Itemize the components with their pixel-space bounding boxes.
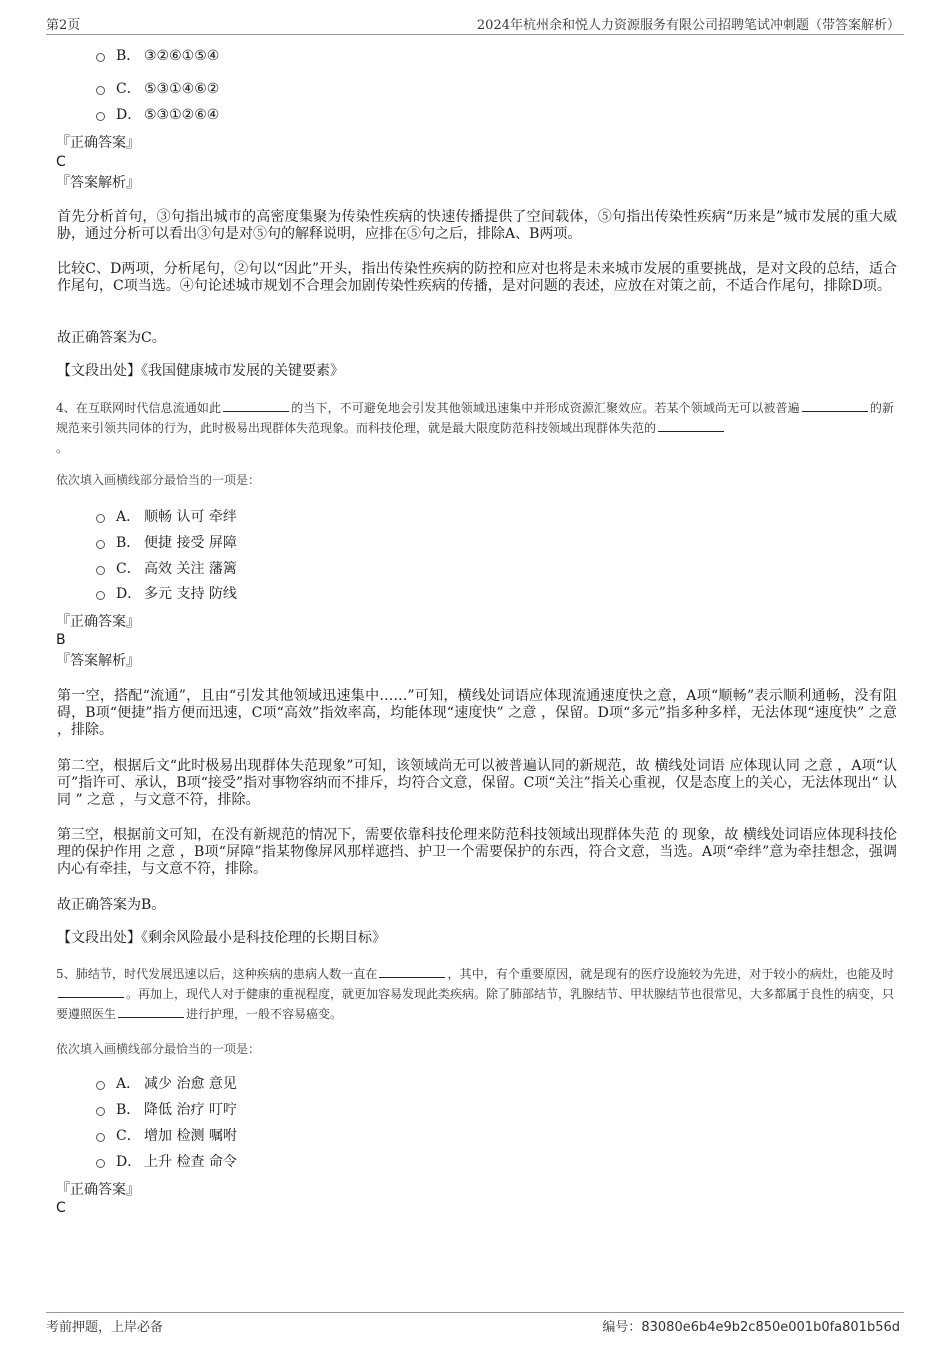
q4-instruction: 依次填入画横线部分最恰当的一项是： [56, 473, 261, 487]
page-footer [46, 1312, 904, 1335]
blank-line [658, 419, 724, 432]
blank-line [118, 1005, 184, 1018]
q5-answer-label: 『正确答案』 [56, 1182, 140, 1198]
radio-icon[interactable] [96, 1107, 105, 1116]
q4-analysis-para-2: 第二空，根据后文“此时极易出现群体失范现象”可知，该领域尚无可以被普遍认同的新规范，故 横线处词语 应体现认同 之意 ，A项“认可”指许可、承认，B项“接受”指对事物容纳而不排斥，均符合文意，保留。C项“关注”指关心重视，仅是态度上的关心，无法体现出“ 认同 ” 之意 ，与文意不符，排除。 [57, 758, 897, 808]
q4-stem: 4、在互联网时代信息流通如此 的当下，不可避免地会引发其他领域迅速集中并形成资源汇聚效应。若某个领域尚无可以被普遍 的新规范来引领共同体的行为，此时极易出现群体失范现象。而科技伦理，就是最大限度防范科技领域出现群体失范的 。 [56, 401, 894, 455]
radio-icon[interactable] [96, 566, 105, 575]
radio-icon[interactable] [96, 514, 105, 523]
q3-answer-label: 『正确答案』 [56, 135, 140, 151]
blank-line [223, 399, 289, 412]
q4-analysis-para-4: 故正确答案为B。 [57, 897, 166, 913]
q4-analysis-label: 『答案解析』 [56, 653, 140, 669]
radio-icon[interactable] [96, 1133, 105, 1142]
q4-answer: B [56, 632, 66, 648]
q3-analysis-label: 『答案解析』 [56, 175, 140, 191]
q3-analysis-para-3: 故正确答案为C。 [57, 330, 166, 346]
q3-analysis-para-1: 首先分析首句，③句指出城市的高密度集聚为传染性疾病的快速传播提供了空间载体，⑤句指出传染性疾病“历来是”城市发展的重大威胁，通过分析可以看出③句是对⑤句的解释说明，应排在⑤句之后，排除A、B两项。 [57, 209, 897, 242]
radio-icon[interactable] [96, 591, 105, 600]
blank-line [802, 399, 868, 412]
document-title: 2024年杭州余和悦人力资源服务有限公司招聘笔试冲刺题（带答案解析） [476, 18, 900, 33]
document-code: 编号：83080e6b4e9b2c850e001b0fa801b56d [602, 1320, 900, 1335]
q3-source: 【文段出处】《我国健康城市发展的关键要素》 [57, 363, 344, 379]
page-number: 第2页 [46, 18, 81, 33]
q5-answer: C [56, 1200, 66, 1216]
page-header [46, 14, 904, 35]
radio-icon[interactable] [96, 53, 105, 62]
q4-analysis-para-3: 第三空，根据前文可知，在没有新规范的情况下，需要依靠科技伦理来防范科技领域出现群体失范 的 现象，故 横线处词语应体现科技伦理的保护作用 之意 ，B项“屏障”指某物像屏风那样遮挡、护卫一个需要保护的东西，符合文意，当选。A项“牵绊”意为牵挂想念，强调内心有牵挂，与文意不符，排除。 [57, 827, 897, 877]
blank-line [58, 985, 124, 998]
q3-analysis-para-2: 比较C、D两项，分析尾句，②句以“因此”开头，指出传染性疾病的防控和应对也将是未来城市发展的重要挑战，是对文段的总结，适合作尾句，C项当选。④句论述城市规划不合理会加剧传染性疾病的传播，是对问题的表述，应放在对策之前，不适合作尾句，排除D项。 [57, 261, 897, 294]
radio-icon[interactable] [96, 112, 105, 121]
radio-icon[interactable] [96, 540, 105, 549]
q5-instruction: 依次填入画横线部分最恰当的一项是： [56, 1042, 261, 1056]
document-page: 第2页 2024年杭州余和悦人力资源服务有限公司招聘笔试冲刺题（带答案解析） B． ③②⑥①⑤④ C． ⑤③①④⑥② D． ⑤③①②⑥④ 『正确答案』 C 『答案解析』 首先分析首句，③句指出城市的高密度集聚为传染性疾病的快速传播提供了空间载体，⑤句指出传染性疾病“历来是”城市发展的重大威胁，通过分析可以看出③句是对⑤句的解释说明，应排在⑤句之后，排除A、B两项。 比较C、D两项，分析尾句，②句以“因此”开头，指出传染性疾病的防控和应对也将是未来城市发展的重要挑战，是对文段的总结，适合作尾句，C项当选。④句论述城市规划不合理会加剧传染性疾病的传播，是对问题的表述，应放在对策之前，不适合作尾句，排除D项。 故正确答案为C。 【文段出处】《我国健康城市发展的关键要素》 4、在互联网时代信息流通如此 的当下，不可避免地会引发其他领域迅速集中并形成资源汇聚效应。若某个领域尚无可以被普遍 的新规范来引领共同体的行为，此时极易出现群体失范现象。而科技伦理，就是最大限度防范科技领域出现群体失范的 。 依次填入画横线部分最恰当的一项是： A． 顺畅 认可 牵绊 B． 便捷 接受 屏障 C． 高效 关注 藩篱 D． 多元 支持 防线 『正确答案』 B 『答案解析』 第一空，搭配“流通”，且由“引发其他领域迅速集中……”可知，横线处词语应体现流通速度快之意，A项“顺畅”表示顺利通畅，没有阻碍，B项“便捷”指方便而迅速，C项“高效”指效率高，均能体现“速度快” 之意 ，保留。D项“多元”指多种多样，无法体现“速度快” 之意 ，排除。 第二空，根据后文“此时极易出现群体失范现象”可知，该领域尚无可以被普遍认同的新规范，故 横线处词语 应体现认同 之意 ，A项“认可”指许可、承认，B项“接受”指对事物容纳而不排斥，均符合文意，保留。C项“关注”指关心重视，仅是态度上的关心，无法体现出“ 认同 ” 之意 ，与文意不符，排除。 第三空，根据前文可知，在没有新规范的情况下，需要依靠科技伦理来防范科技领域出现群体失范 的 现象，故 横线处词语应体现科技伦理的保护作用 之意 ，B项“屏障”指某物像屏风那样遮挡、护卫一个需要保护的东西，符合文意，当选。A项“牵绊”意为牵挂想念，强调内心有牵挂，与文意不符，排除。 故正确答案为B。 【文段出处】《剩余风险最小是科技伦理的长期目标》 5、肺结节，时代发展迅速以后，这种疾病的患病人数一直在 ，其中，有个重要原因，就是现有的医疗设施较为先进，对于较小的病灶，也能及时。再加上，现代人对于健康的重视程度，就更加容易发现此类疾病。除了肺部结节，乳腺结节、甲状腺结节也很常见，大多都属于良性的病变，只要遵照医生 进行护理，一般不容易癌变。 依次填入画横线部分最恰当的一项是： A． 减少 治愈 意见 B． 降低 治疗 叮咛 C． 增加 检测 嘱咐 D． 上升 检查 命令 『正确答案』 C 考前押题，上岸必备 编号：83080e6b4e9b2c850e001b0fa801b56d [0, 0, 950, 1345]
radio-icon[interactable] [96, 86, 105, 95]
footer-slogan: 考前押题，上岸必备 [46, 1320, 164, 1335]
q4-source: 【文段出处】《剩余风险最小是科技伦理的长期目标》 [57, 930, 386, 946]
radio-icon[interactable] [96, 1081, 105, 1090]
blank-line [379, 965, 445, 978]
q3-answer: C [56, 154, 66, 170]
q4-answer-label: 『正确答案』 [56, 614, 140, 630]
q5-stem: 5、肺结节，时代发展迅速以后，这种疾病的患病人数一直在 ，其中，有个重要原因，就是现有的医疗设施较为先进，对于较小的病灶，也能及时。再加上，现代人对于健康的重视程度，就更加容易发现此类疾病。除了肺部结节，乳腺结节、甲状腺结节也很常见，大多都属于良性的病变，只要遵照医生 进行护理，一般不容易癌变。 [56, 967, 895, 1021]
q4-analysis-para-1: 第一空，搭配“流通”，且由“引发其他领域迅速集中……”可知，横线处词语应体现流通速度快之意，A项“顺畅”表示顺利通畅，没有阻碍，B项“便捷”指方便而迅速，C项“高效”指效率高，均能体现“速度快” 之意 ，保留。D项“多元”指多种多样，无法体现“速度快” 之意 ，排除。 [57, 688, 897, 738]
radio-icon[interactable] [96, 1159, 105, 1168]
